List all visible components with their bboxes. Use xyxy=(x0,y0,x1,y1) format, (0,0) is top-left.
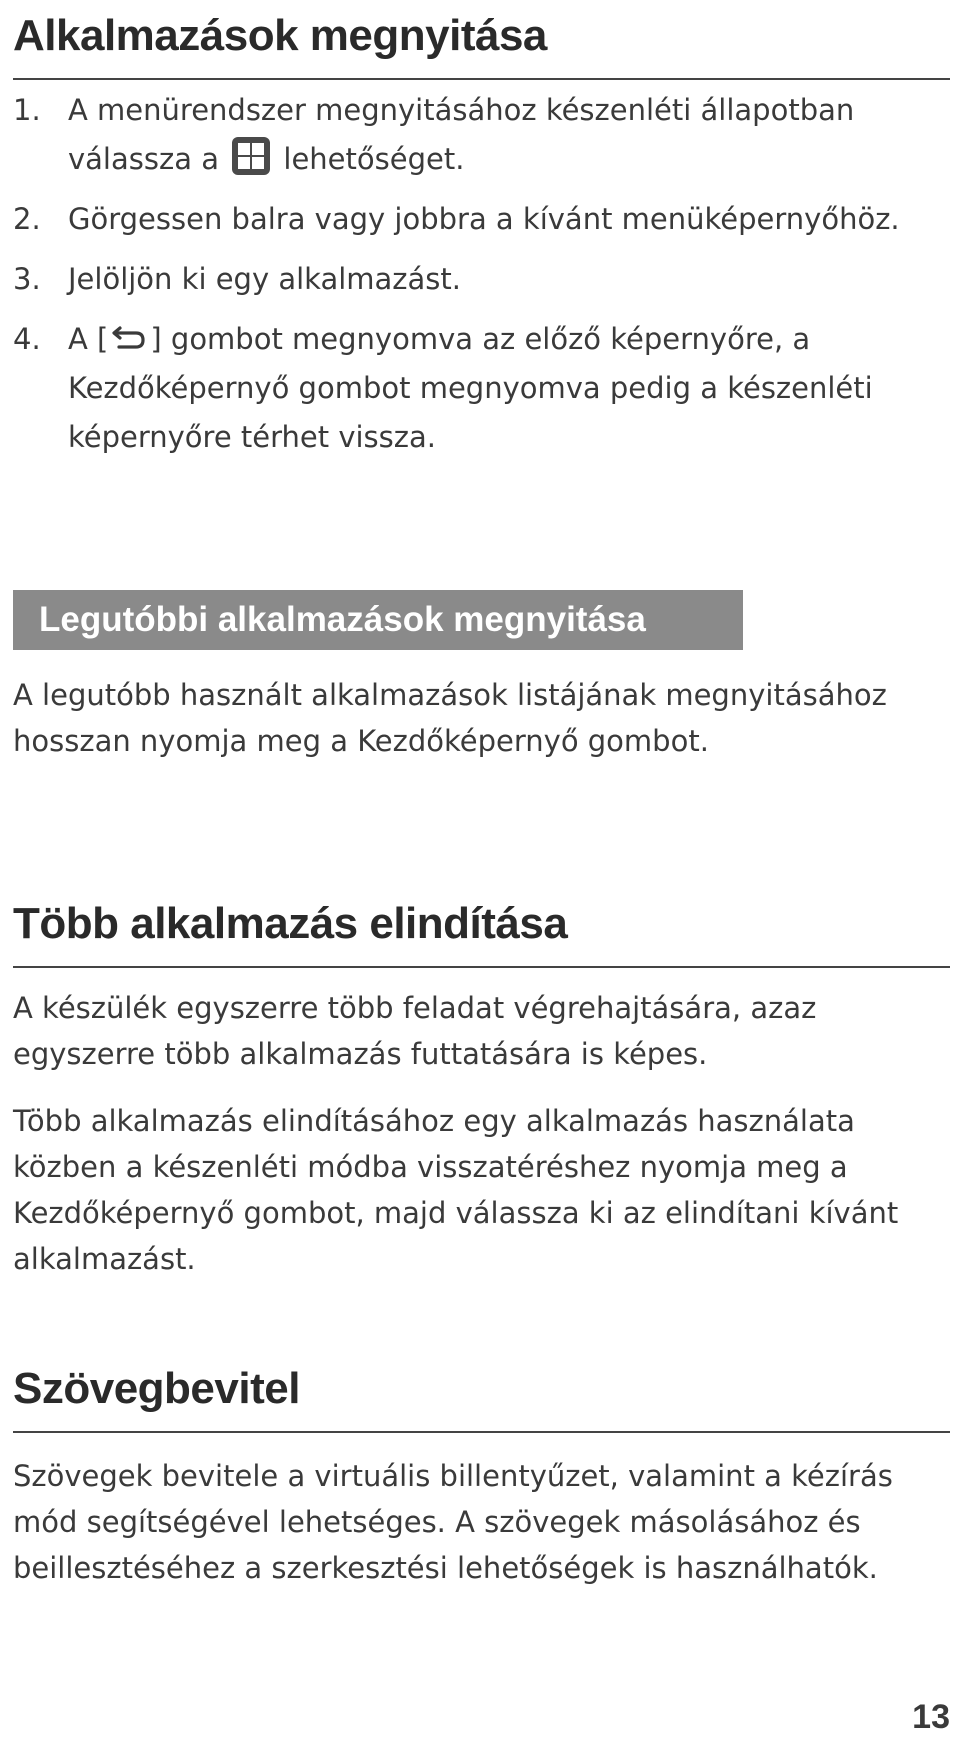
step-text: ] gombot megnyomva az előző képernyőre, a Kezdőképernyő gombot megnyomva pedig a készenléti képernyőre térhet vissza. xyxy=(68,322,873,454)
step-text: lehetőséget. xyxy=(283,142,465,176)
section-open-apps xyxy=(13,10,950,80)
text-input-text: Szövegek bevitele a virtuális billentyűzet, valamint a kézírás mód segítségével lehetséges. A szövegek másolásához és beillesztéséhez a szerkesztési lehetőségek is használhatók. xyxy=(13,1459,893,1585)
section-title: Alkalmazások megnyitása xyxy=(13,11,547,60)
step-text: Jelöljön ki egy alkalmazást. xyxy=(68,262,462,296)
back-arrow-icon xyxy=(111,322,147,352)
list-item xyxy=(13,255,950,304)
section-title: Szövegbevitel xyxy=(13,1364,300,1413)
step-text: Görgessen balra vagy jobbra a kívánt menüképernyőhöz. xyxy=(68,202,900,236)
section-divider xyxy=(13,78,950,80)
step-number: 4. xyxy=(13,322,41,356)
steps-list xyxy=(13,86,950,473)
step-text: A menürendszer megnyitásához készenléti állapotban válassza a xyxy=(68,93,855,176)
step-number: 3. xyxy=(13,262,41,296)
section-title: Több alkalmazás elindítása xyxy=(13,899,568,948)
section-multitask xyxy=(13,898,950,968)
menu-grid-icon xyxy=(232,137,270,175)
step-number: 1. xyxy=(13,93,41,127)
multitask-text: Több alkalmazás elindításához egy alkalmazás használata közben a készenléti módba visszatéréshez nyomja meg a Kezdőképernyő gombot, majd válassza ki az elindítani kívánt alkalmazást. xyxy=(13,1104,899,1276)
recent-apps-text: A legutóbb használt alkalmazások listájának megnyitásához hosszan nyomja meg a Kezdőképernyő gombot. xyxy=(13,678,887,758)
multitask-text: A készülék egyszerre több feladat végrehajtására, azaz egyszerre több alkalmazás futtatására is képes. xyxy=(13,991,817,1071)
list-item xyxy=(13,315,950,462)
list-item xyxy=(13,86,950,184)
section-divider xyxy=(13,966,950,968)
list-item xyxy=(13,195,950,244)
section-divider xyxy=(13,1431,950,1433)
step-number: 2. xyxy=(13,202,41,236)
page-number: 13 xyxy=(912,1698,950,1736)
step-text: A [ xyxy=(68,322,109,356)
subsection-title: Legutóbbi alkalmazások megnyitása xyxy=(13,590,743,650)
section-text-input xyxy=(13,1363,950,1433)
